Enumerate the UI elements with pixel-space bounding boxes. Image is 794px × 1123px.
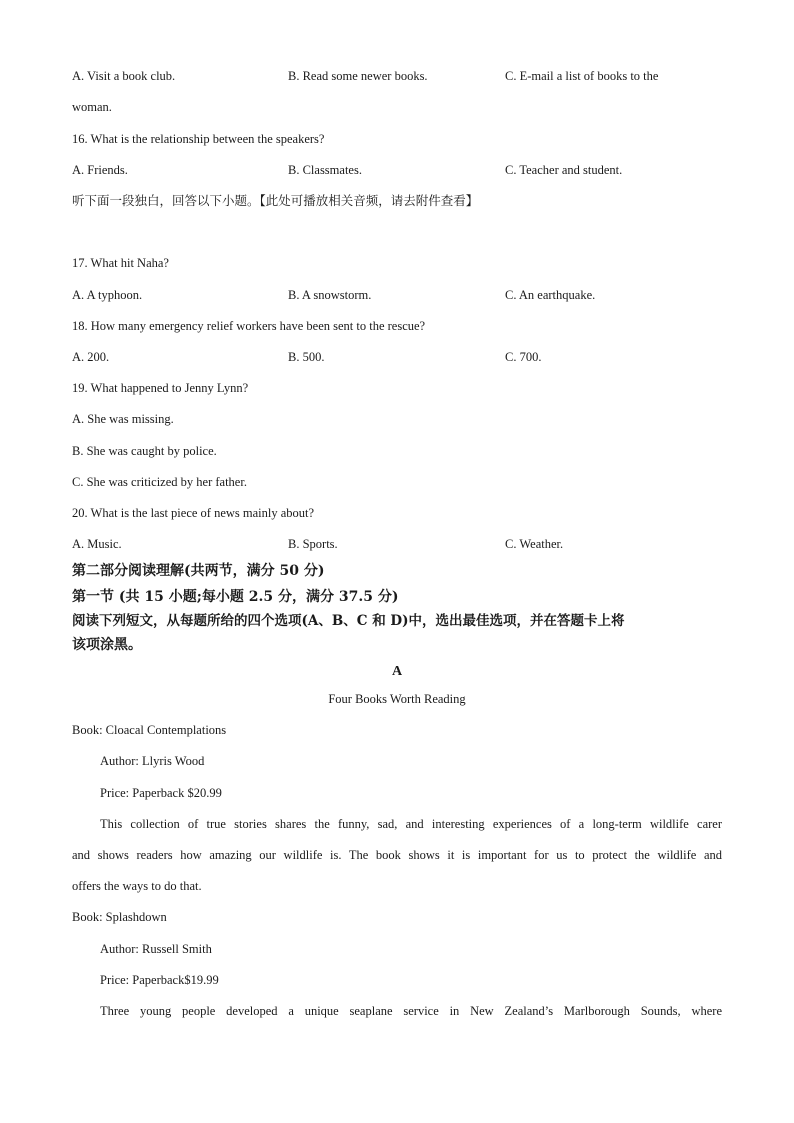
book1-price: Price: Paperback $20.99 [100,786,222,800]
book1-author: Author: Llyris Wood [100,754,205,768]
book2-title: Book: Splashdown [72,910,167,924]
q18-option-b: B. 500. [288,350,325,364]
q20-question: 20. What is the last piece of news mainly about? [72,506,315,520]
q18-option-c: C. 700. [505,350,542,364]
q19-option-b: B. She was caught by police. [72,444,217,458]
q19-option-a: A. She was missing. [72,412,174,426]
q15-option-c: C. E-mail a list of books to the [505,69,659,83]
q15-option-a: A. Visit a book club. [72,69,176,83]
q15-option-c-continued: woman. [72,100,112,114]
q20-option-a: A. Music. [72,537,122,551]
q18-question: 18. How many emergency relief workers have been sent to the rescue? [72,319,426,333]
q17-option-b: B. A snowstorm. [288,288,372,302]
q16-question: 16. What is the relationship between the speakers? [72,132,325,146]
reading-instruction-line2: 该项涂黑。 [72,637,142,653]
q20-option-c: C. Weather. [505,537,564,551]
part2-heading: 第二部分阅读理解(共两节，满分 50 分) [72,563,325,579]
book2-author: Author: Russell Smith [100,942,212,956]
passage-letter: A [391,664,403,679]
q16-option-a: A. Friends. [72,163,128,177]
reading-instruction-line1: 阅读下列短文，从每题所给的四个选项(A、B、C 和 D)中，选出最佳选项，并在答题卡上将 [72,613,625,629]
q15-option-b: B. Read some newer books. [288,69,428,83]
q16-option-b: B. Classmates. [288,163,362,177]
q17-option-a: A. A typhoon. [72,288,143,302]
passage-title: Four Books Worth Reading [328,692,466,706]
book1-description-line2: and shows readers how amazing our wildlife is. The book shows it is important for us to protect the wildlife and [72,848,722,862]
q19-question: 19. What happened to Jenny Lynn? [72,381,249,395]
q20-option-b: B. Sports. [288,537,338,551]
q17-question: 17. What hit Naha? [72,256,169,270]
q16-option-c: C. Teacher and student. [505,163,623,177]
section1-heading: 第一节 (共 15 小题;每小题 2.5 分，满分 37.5 分) [72,589,399,605]
book2-price: Price: Paperback$19.99 [100,973,219,987]
book1-title: Book: Cloacal Contemplations [72,723,227,737]
q17-option-c: C. An earthquake. [505,288,596,302]
book1-description-line1: This collection of true stories shares the funny, sad, and interesting experiences of a long-term wildlife carer [100,817,722,831]
q18-option-a: A. 200. [72,350,110,364]
book1-description-line3: offers the ways to do that. [72,879,202,893]
monologue-instruction: 听下面一段独白，回答以下小题。【此处可播放相关音频，请去附件查看】 [72,193,479,208]
book2-description-line1: Three young people developed a unique seaplane service in New Zealand’s Marlborough Sounds, where [100,1004,722,1018]
q19-option-c: C. She was criticized by her father. [72,475,247,489]
